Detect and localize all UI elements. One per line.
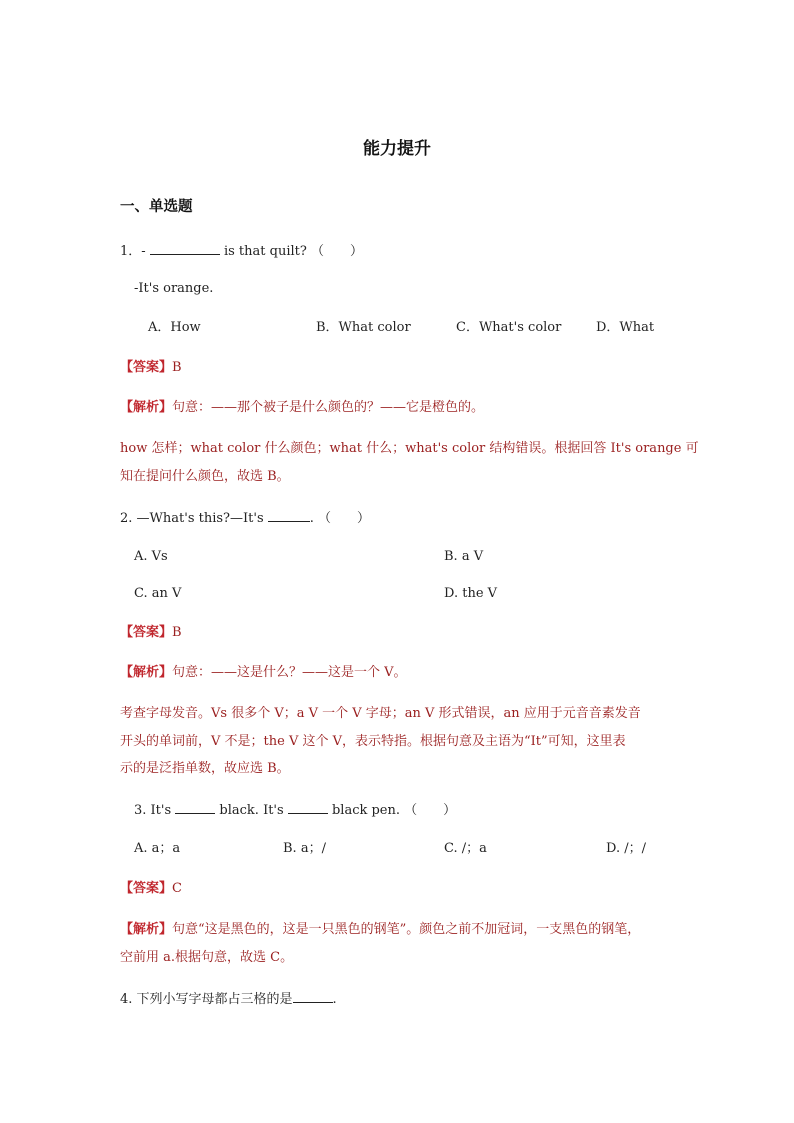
answer-value: C — [172, 881, 182, 896]
answer-tag: 【答案】 — [120, 360, 173, 375]
analysis-text: 考查字母发音。Vs 很多个 V；a V 一个 V 字母；an V 形式错误，an 应用于元音音素发音 — [120, 706, 641, 721]
analysis-line — [120, 922, 640, 938]
analysis-text: 空前用 a.根据句意，故选 C。 — [120, 950, 294, 965]
answer-line — [120, 360, 182, 376]
option-c[interactable]: C. an V — [134, 586, 182, 601]
option-a[interactable]: A. a；a — [134, 841, 181, 856]
answer-parentheses: （ ） — [404, 803, 457, 818]
question-2-prefix: 2. —What's this?—It's — [120, 511, 264, 526]
answer-blank[interactable] — [268, 509, 310, 522]
option-b[interactable]: B. a；/ — [283, 841, 326, 856]
answer-line — [120, 881, 182, 897]
question-3-part: black. It's — [219, 803, 284, 818]
question-4-prefix: 4. 下列小写字母都占三格的是 — [120, 992, 293, 1007]
question-3-part: black pen. — [331, 803, 401, 818]
answer-parentheses: （ ） — [318, 511, 371, 526]
analysis-text: 开头的单词前，V 不是；the V 这个 V，表示特指。根据句意及主语为“It”可知，这里表 — [120, 734, 626, 749]
answer-blank[interactable] — [293, 990, 333, 1003]
question-1-suffix: is that quilt? — [223, 244, 307, 259]
question-1-reply: -It's orange. — [134, 281, 214, 296]
section-heading: 一、单选题 — [120, 199, 193, 215]
option-a[interactable]: A. Vs — [134, 549, 168, 564]
question-4-stem — [120, 990, 337, 1008]
analysis-text: 句意：——那个被子是什么颜色的？——它是橙色的。 — [172, 400, 485, 415]
answer-line — [120, 625, 182, 641]
answer-blank[interactable] — [288, 801, 328, 814]
answer-blank[interactable] — [175, 801, 215, 814]
option-d[interactable]: D. /；/ — [606, 841, 646, 856]
question-2-stem — [120, 509, 370, 527]
option-b[interactable]: B. a V — [444, 549, 484, 564]
option-a[interactable]: A．How — [148, 320, 201, 335]
answer-value: B — [172, 360, 182, 375]
option-d[interactable]: D. the V — [444, 586, 498, 601]
answer-tag: 【答案】 — [120, 625, 173, 640]
answer-value: B — [172, 625, 182, 640]
question-3-part: 3. It's — [134, 803, 172, 818]
analysis-line — [120, 665, 407, 681]
question-1-stem — [120, 242, 363, 260]
analysis-line — [120, 400, 484, 416]
question-4-suffix: . — [332, 992, 337, 1007]
question-3-stem — [134, 801, 456, 819]
analysis-text: 示的是泛指单数，故应选 B。 — [120, 761, 290, 776]
question-1-prefix: 1．- — [120, 244, 146, 259]
option-c[interactable]: C．What's color — [456, 320, 562, 335]
option-d[interactable]: D．What — [596, 320, 655, 335]
option-b[interactable]: B．What color — [316, 320, 411, 335]
option-c[interactable]: C. /；a — [444, 841, 487, 856]
question-2-suffix: . — [309, 511, 314, 526]
analysis-text: how 怎样；what color 什么颜色；what 什么；what's color 结构错误。根据回答 It's orange 可 — [120, 441, 699, 456]
page-title: 能力提升 — [363, 139, 431, 159]
analysis-text: 知在提问什么颜色，故选 B。 — [120, 469, 290, 484]
analysis-tag: 【解析】 — [120, 665, 173, 680]
answer-tag: 【答案】 — [120, 881, 173, 896]
analysis-tag: 【解析】 — [120, 400, 173, 415]
answer-parentheses: （ ） — [310, 244, 363, 259]
analysis-text: 句意：——这是什么？——这是一个 V。 — [172, 665, 407, 680]
answer-blank[interactable] — [150, 242, 220, 255]
analysis-tag: 【解析】 — [120, 922, 173, 937]
analysis-text: 句意“这是黑色的，这是一只黑色的钢笔”。颜色之前不加冠词，一支黑色的钢笔， — [172, 922, 641, 937]
